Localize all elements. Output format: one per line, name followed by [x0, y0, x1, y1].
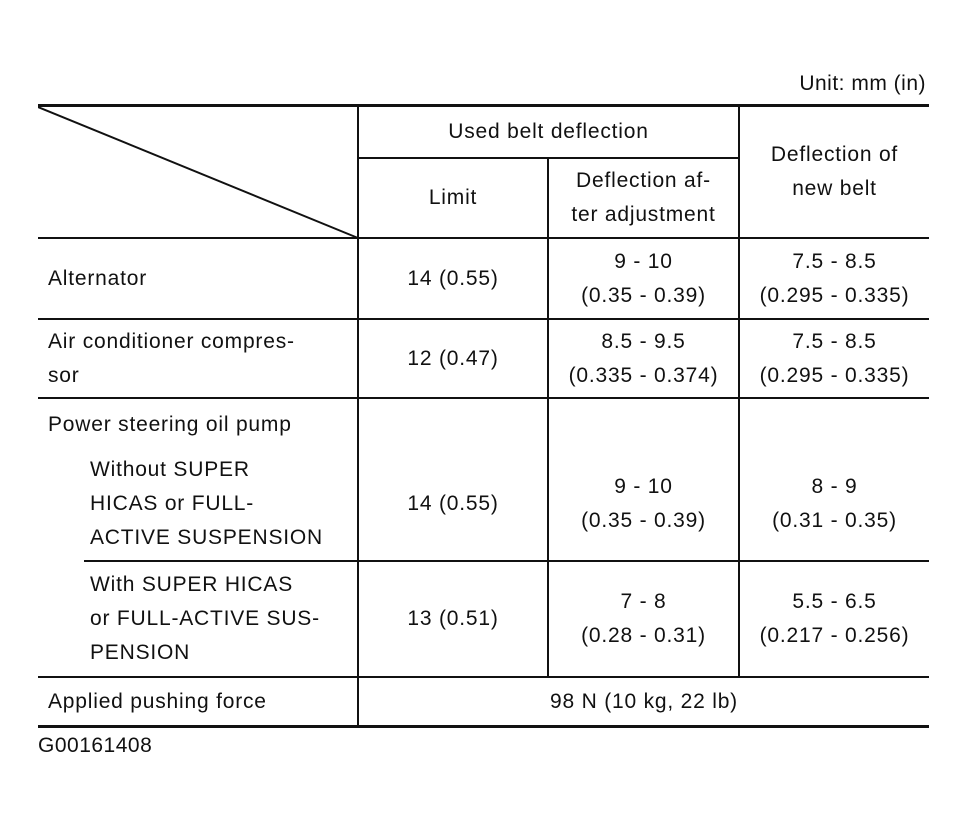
new-belt-cell: 7.5 - 8.5 (0.295 - 0.335) [759, 249, 910, 307]
row-label-applied-pushing-force: Applied pushing force [48, 689, 267, 713]
after-adjustment-cell: 9 - 10 (0.35 - 0.39) [581, 475, 706, 532]
new-belt-cell: 5.5 - 6.5 (0.217 - 0.256) [759, 590, 910, 647]
row-label-alternator: Alternator [48, 266, 148, 290]
row-label-without-super-hicas: Without SUPER HICAS or FULL- ACTIVE SUSPENSION [90, 458, 323, 549]
header-limit: Limit [428, 186, 478, 209]
header-deflection-new-belt: Deflection of new belt [770, 143, 899, 200]
applied-pushing-force-value: 98 N (10 kg, 22 lb) [550, 689, 738, 713]
after-adjustment-cell: 8.5 - 9.5 (0.335 - 0.374) [568, 329, 719, 387]
limit-cell: 12 (0.47) [407, 346, 499, 370]
unit-label: Unit: mm (in) [799, 72, 926, 95]
after-adjustment-cell: 9 - 10 (0.35 - 0.39) [581, 249, 706, 307]
row-divider [38, 397, 929, 399]
header-used-belt-deflection: Used belt deflection [448, 120, 649, 143]
after-adjustment-cell: 7 - 8 (0.28 - 0.31) [581, 590, 706, 647]
row-label-ac-compressor: Air conditioner compres- sor [48, 329, 295, 387]
figure-code: G00161408 [38, 734, 153, 757]
new-belt-cell: 7.5 - 8.5 (0.295 - 0.335) [759, 329, 910, 387]
limit-cell: 13 (0.51) [407, 607, 499, 630]
diagonal-corner-line [38, 106, 360, 240]
row-group-label-power-steering: Power steering oil pump [48, 413, 292, 436]
limit-cell: 14 (0.55) [407, 492, 499, 515]
header-deflection-after-adjustment: Deflection af- ter adjustment [571, 169, 716, 226]
new-belt-cell: 8 - 9 (0.31 - 0.35) [772, 475, 897, 532]
limit-cell: 14 (0.55) [407, 266, 499, 290]
table-bottom-border [38, 725, 929, 728]
row-label-with-super-hicas: With SUPER HICAS or FULL-ACTIVE SUS- PENSION [90, 573, 320, 664]
